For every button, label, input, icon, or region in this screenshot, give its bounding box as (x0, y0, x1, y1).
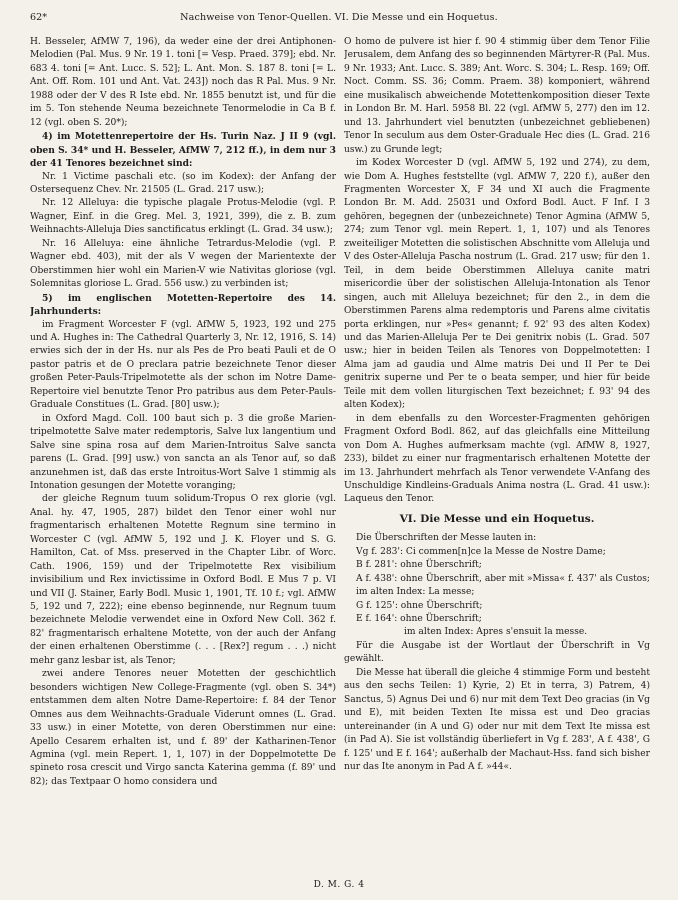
left-subsection-heading: 4) im Motettenrepertoire der Hs. Turin Naz. J II 9 (vgl. oben S. 34* und H. Besseler, AfMW 7, 212 ff.), in dem nur 3 der 41 Tenores bezeichnet sind: (30, 131, 336, 170)
page-header (30, 12, 648, 28)
left-paragraph: zwei andere Tenores neuer Motetten der geschichtlich besonders wichtigen New College-Fragmente (vgl. oben S. 34*) entstammen dem alten Notre Dame-Repertoire: f. 84 der Tenor Omnes aus dem Weihnachts-Graduale Viderunt omnes (L. Grad. 33 usw.) in einer Motette, von deren Oberstimmen nur eine: Apello Cesarem erhalten ist, und f. 89' der Katharinen-Tenor Agmina (vgl. mein Repert. 1, 1, 107) in der Doppelmotette De spineto rosa crescit und Virgo sancta Katerina gemma (f. 89' und 82); das Textpaar O homo considera und (30, 669, 336, 787)
right-source-listing: G f. 125': ohne Überschrift; (356, 600, 483, 611)
right-paragraph: in dem ebenfalls zu den Worcester-Fragmenten gehörigen Fragment Oxford Bodl. 862, auf das gleichfalls eine Mitteilung von Dom A. Hughes aufmerksam machte (vgl. AfMW 8, 1927, 233), bildet zu einer nur fragmentarisch erhaltenen Motette der im 13. Jahrhundert mehrfach als Tenor verwendete V-Anfang des Unschuldige Kindleins-Graduals Anima nostra (L. Grad. 41 usw.): Laqueus den Tenor. (344, 413, 650, 505)
right-section-heading: VI. Die Messe und ein Hoquetus. (399, 512, 595, 525)
right-source-listing: B f. 281': ohne Überschrift; (356, 560, 482, 571)
right-paragraph: O homo de pulvere ist hier f. 90 4 stimmig über dem Tenor Filie Jerusalem, dem Anfang des so beginnenden Märtyrer-R (Pal. Mus. 9 Nr. 1933; Ant. Lucc. S. 389; Ant. Worc. S. 304; L. Resp. 169; Off. Noct. Comm. SS. 36; Comm. Praem. 38) komponiert, während eine musikalisch abweichende Motettenkomposition dieser Texte in London Br. M. Harl. 5958 Bl. 22 (vgl. AfMW 5, 277) den im 12. und 13. Jahrhundert viel benutzten (unbezeichnet gebliebenen) Tenor In seculum aus dem Oster-Graduale Hec dies (L. Grad. 216 usw.) zu Grunde legt; (344, 37, 650, 155)
right-column (344, 36, 650, 872)
left-paragraph: Nr. 1 Victime paschali etc. (so im Kodex): der Anfang der Ostersequenz Chev. Nr. 21505 (L. Grad. 217 usw.); (30, 171, 336, 195)
right-source-listing: A f. 438': ohne Überschrift, aber mit »Missa« f. 437' als Custos; im alten Index: La messe; (356, 573, 650, 598)
page-number: 62* (30, 12, 48, 23)
printer-signature: D. M. G. 4 (313, 880, 365, 890)
running-title: Nachweise von Tenor-Quellen. VI. Die Messe und ein Hoquetus. (180, 12, 498, 23)
left-paragraph: in Oxford Magd. Coll. 100 baut sich p. 3 die große Marien-tripelmotette Salve mater redemptoris, Salve lux langentium und Salve sine spina rosa auf dem Marien-Introitus Salve sancta parens (L. Grad. [99] usw.) von sancta an als Tenor auf, so daß anzunehmen ist, daß das erste Introitus-Wort Salve 1 stimmig als Intonation gesungen der Motette voranging; (30, 413, 336, 491)
right-source-listing: Vg f. 283': Ci commen[n]ce la Messe de Nostre Dame; (356, 546, 606, 557)
left-paragraph: H. Besseler, AfMW 7, 196), da weder eine der drei Antiphonen-Melodien (Pal. Mus. 9 Nr. 19 1. toni [= Vesp. Praed. 379]; ebd. Nr. 683 4. toni [= Ant. Lucc. S. 52]; L. Ant. Mon. S. 187 8. toni [= L. Ant. Off. Rom. 101 und Ant. Vat. 243]) noch das R Pal. Mus. 9 Nr. 1988 oder der V des R Iste ebd. Nr. 1855 benutzt ist, und für die im 5. Ton stehende Neuma bezeichnete Tenormelodie in Ca B f. 12 (vgl. oben S. 20*); (30, 37, 336, 128)
left-paragraph: Nr. 12 Alleluya: die typische plagale Protus-Melodie (vgl. P. Wagner, Einf. in die Greg. Mel. 3, 1921, 399), die z. B. zum Weihnachts-Alleluja Dies sanctificatus erklingt (L. Grad. 34 usw.); (30, 198, 336, 236)
left-column (30, 36, 336, 872)
right-paragraph: Die Messe hat überall die gleiche 4 stimmige Form und besteht aus den sechs Teilen: 1) Kyrie, 2) Et in terra, 3) Patrem, 4) Sanctus, 5) Agnus Dei und 6) nur mit dem Text Deo gracias (in Vg und E), mit beiden Texten Ite missa est und Deo gracias untereinander (in A und G) oder nur mit dem Text Ite missa est (in Pad A). Sie ist vollständig überliefert in Vg f. 283', A f. 438', G f. 125' und E f. 164'; außerhalb der Machaut-Hss. fand sich bisher nur das Ite anonym in Pad A f. »44«. (344, 667, 650, 773)
right-source-listing: E f. 164': ohne Überschrift; (356, 614, 482, 625)
left-subsection-heading: 5) im englischen Motetten-Repertoire des 14. Jahrhunderts: (30, 292, 336, 318)
left-paragraph: im Fragment Worcester F (vgl. AfMW 5, 1923, 192 und 275 und A. Hughes in: The Cathedral Quarterly 3, Nr. 12, 1916, S. 14) erwies sich der in der Hs. nur als Pes de Pro beati Pauli et de O pastor patris et de O preclara patrie bezeichnete Tenor dieser großen Peter-Pauls-Tripelmotette als der schon im Notre Dame-Repertoire viel benutzte Tenor Pro patribus aus dem Peter-Pauls-Graduale Constitues (L. Grad. [80] usw.); (30, 319, 336, 411)
right-source-listing: im alten Index: Apres s'ensuit la messe. (404, 627, 588, 638)
right-paragraph: im Kodex Worcester D (vgl. AfMW 5, 192 und 274), zu dem, wie Dom A. Hughes feststellte (vgl. AfMW 7, 220 f.), außer den Fragmenten Worcester X, F 34 und XI auch die Fragmente London Br. M. Add. 25031 und Oxford Bodl. Auct. F Inf. I 3 gehören, begegnen der (unbezeichnete) Tenor Agmina (AfMW 5, 274; zum Tenor vgl. mein Repert. 1, 1, 107) und als Tenores zweiteiliger Motetten die solistischen Abschnitte vom Alleluja und V des Oster-Alleluja Pascha nostrum (L. Grad. 217 usw; für den 1. Teil, in dem beide Oberstimmen Alleluya canite matri misericordie über der solistischen Alleluja-Intonation als Tenor singen, auch mit Alleluya bezeichnet; für den 2., in dem die Oberstimmen Parens alma redemptoris und Parens alme civitatis porta erklingen, nur »Pes« genannt; f. 92' 93 des alten Kodex) und das Marien-Alleluja Per te Dei genitrix nobis (L. Grad. 507 usw.; hier in beiden Teilen als Tenores von Doppelmotetten: I Alma jam ad gaudia und Alme matris Dei und II Per te Dei genitrix superne und Per te o beata semper, und hier für beide Teile mit dem vollen liturgischen Text bezeichnet; f. 93' 94 des alten Kodex); (344, 158, 650, 411)
right-paragraph: Die Überschriften der Messe lauten in: (356, 533, 537, 544)
left-paragraph: Nr. 16 Alleluya: eine ähnliche Tetrardus-Melodie (vgl. P. Wagner ebd. 403), mit der als V wegen der Marientexte der Oberstimmen hier wohl ein Marien-V wie Nativitas gloriose (vgl. Solemnitas gloriose L. Grad. 556 usw.) zu verbinden ist; (30, 238, 336, 290)
right-paragraph: Für die Ausgabe ist der Wortlaut der Überschrift in Vg gewählt. (344, 640, 650, 665)
left-paragraph: der gleiche Regnum tuum solidum-Tropus O rex glorie (vgl. Anal. hy. 47, 1905, 287) bildet den Tenor einer wohl nur fragmentarisch erhaltenen Motette Regnum sine termino in Worcester C (vgl. AfMW 5, 192 und J. K. Floyer und S. G. Hamilton, Cat. of Mss. preserved in the Chapter Libr. of Worc. Cath. 1906, 159) und der Tripelmotette Rex visibilium invisibilium und Rex invictissime in Oxford Bodl. E Mus 7 p. VI und VII (J. Stainer, Early Bodl. Music 1, 1901, Tf. 10 f.; vgl. AfMW 5, 192 und 7, 222); eine ebenso beginnende, nur Regnum tuum bezeichnete Melodie verwendet eine in Oxford New Coll. 362 f. 82' fragmentarisch erhaltene Motette, von der auch der Anfang der einen erhaltenen Oberstimme (. . . [Rex?] regum . . .) nicht mehr ganz lesbar ist, als Tenor; (30, 494, 336, 666)
